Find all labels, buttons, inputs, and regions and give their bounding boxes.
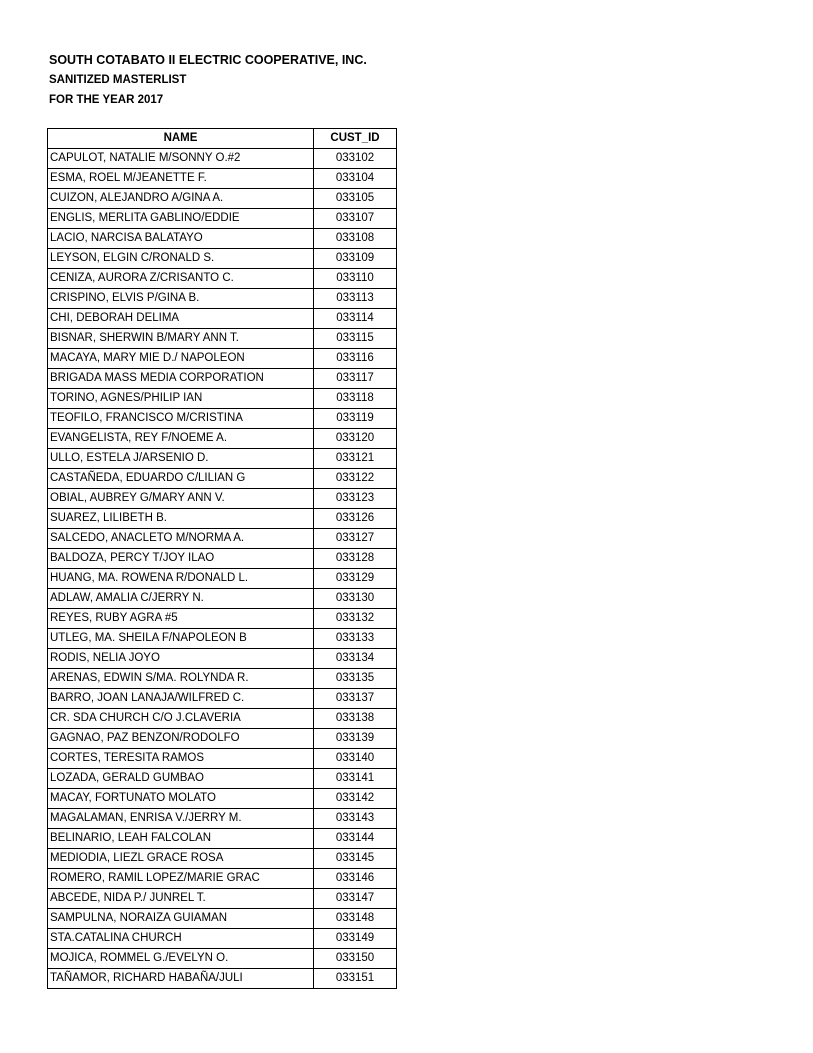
table-row: [48, 829, 397, 849]
customer-name-cell: ARENAS, EDWIN S/MA. ROLYNDA R.: [48, 669, 314, 689]
table-row: [48, 649, 397, 669]
customer-name-cell: MOJICA, ROMMEL G./EVELYN O.: [48, 949, 314, 969]
customer-id-cell: 033145: [314, 849, 397, 869]
table-row: [48, 929, 397, 949]
masterlist-table: [47, 128, 397, 989]
company-name: SOUTH COTABATO II ELECTRIC COOPERATIVE, INC.: [49, 53, 367, 67]
table-row: [48, 709, 397, 729]
customer-name-cell: ENGLIS, MERLITA GABLINO/EDDIE: [48, 209, 314, 229]
table-row: [48, 749, 397, 769]
customer-name-cell: RODIS, NELIA JOYO: [48, 649, 314, 669]
table-row: [48, 449, 397, 469]
customer-name-cell: ADLAW, AMALIA C/JERRY N.: [48, 589, 314, 609]
customer-id-cell: 033134: [314, 649, 397, 669]
customer-id-cell: 033133: [314, 629, 397, 649]
customer-id-cell: 033109: [314, 249, 397, 269]
customer-id-cell: 033141: [314, 769, 397, 789]
table-row: [48, 569, 397, 589]
customer-id-cell: 033137: [314, 689, 397, 709]
table-row: [48, 169, 397, 189]
customer-name-cell: LACIO, NARCISA BALATAYO: [48, 229, 314, 249]
table-row: [48, 389, 397, 409]
customer-id-cell: 033102: [314, 149, 397, 169]
customer-id-cell: 033113: [314, 289, 397, 309]
table-row: [48, 249, 397, 269]
customer-name-cell: MACAY, FORTUNATO MOLATO: [48, 789, 314, 809]
customer-name-cell: CENIZA, AURORA Z/CRISANTO C.: [48, 269, 314, 289]
table-row: [48, 209, 397, 229]
customer-name-cell: MEDIODIA, LIEZL GRACE ROSA: [48, 849, 314, 869]
customer-id-cell: 033107: [314, 209, 397, 229]
column-header-name: NAME: [48, 129, 314, 149]
customer-id-cell: 033115: [314, 329, 397, 349]
customer-id-cell: 033140: [314, 749, 397, 769]
customer-name-cell: ABCEDE, NIDA P./ JUNREL T.: [48, 889, 314, 909]
customer-id-cell: 033148: [314, 909, 397, 929]
customer-name-cell: UTLEG, MA. SHEILA F/NAPOLEON B: [48, 629, 314, 649]
customer-name-cell: CAPULOT, NATALIE M/SONNY O.#2: [48, 149, 314, 169]
customer-name-cell: LOZADA, GERALD GUMBAO: [48, 769, 314, 789]
table-row: [48, 309, 397, 329]
customer-id-cell: 033130: [314, 589, 397, 609]
customer-name-cell: SALCEDO, ANACLETO M/NORMA A.: [48, 529, 314, 549]
customer-name-cell: ROMERO, RAMIL LOPEZ/MARIE GRAC: [48, 869, 314, 889]
table-row: [48, 289, 397, 309]
document-period: FOR THE YEAR 2017: [49, 94, 164, 106]
customer-id-cell: 033104: [314, 169, 397, 189]
customer-id-cell: 033150: [314, 949, 397, 969]
table-row: [48, 669, 397, 689]
customer-id-cell: 033147: [314, 889, 397, 909]
customer-name-cell: BISNAR, SHERWIN B/MARY ANN T.: [48, 329, 314, 349]
column-header-cust-id: CUST_ID: [314, 129, 397, 149]
customer-id-cell: 033126: [314, 509, 397, 529]
customer-id-cell: 033122: [314, 469, 397, 489]
table-row: [48, 909, 397, 929]
table-row: [48, 429, 397, 449]
table-row: [48, 149, 397, 169]
table-row: [48, 769, 397, 789]
customer-id-cell: 033123: [314, 489, 397, 509]
customer-id-cell: 033132: [314, 609, 397, 629]
customer-id-cell: 033138: [314, 709, 397, 729]
table-row: [48, 849, 397, 869]
customer-name-cell: ULLO, ESTELA J/ARSENIO D.: [48, 449, 314, 469]
customer-name-cell: OBIAL, AUBREY G/MARY ANN V.: [48, 489, 314, 509]
customer-name-cell: TEOFILO, FRANCISCO M/CRISTINA: [48, 409, 314, 429]
table-row: [48, 369, 397, 389]
table-row: [48, 409, 397, 429]
customer-name-cell: TORINO, AGNES/PHILIP IAN: [48, 389, 314, 409]
customer-name-cell: BELINARIO, LEAH FALCOLAN: [48, 829, 314, 849]
customer-id-cell: 033127: [314, 529, 397, 549]
table-row: [48, 589, 397, 609]
customer-id-cell: 033146: [314, 869, 397, 889]
customer-name-cell: CASTAÑEDA, EDUARDO C/LILIAN G: [48, 469, 314, 489]
table-row: [48, 789, 397, 809]
table-row: [48, 329, 397, 349]
table-row: [48, 549, 397, 569]
customer-name-cell: EVANGELISTA, REY F/NOEME A.: [48, 429, 314, 449]
customer-name-cell: ESMA, ROEL M/JEANETTE F.: [48, 169, 314, 189]
customer-name-cell: SAMPULNA, NORAIZA GUIAMAN: [48, 909, 314, 929]
table-row: [48, 349, 397, 369]
table-row: [48, 949, 397, 969]
table-row: [48, 609, 397, 629]
customer-id-cell: 033135: [314, 669, 397, 689]
customer-id-cell: 033110: [314, 269, 397, 289]
customer-id-cell: 033139: [314, 729, 397, 749]
customer-id-cell: 033121: [314, 449, 397, 469]
customer-name-cell: CORTES, TERESITA RAMOS: [48, 749, 314, 769]
table-row: [48, 469, 397, 489]
customer-name-cell: MACAYA, MARY MIE D./ NAPOLEON: [48, 349, 314, 369]
customer-id-cell: 033151: [314, 969, 397, 989]
customer-id-cell: 033114: [314, 309, 397, 329]
customer-id-cell: 033108: [314, 229, 397, 249]
table-row: [48, 809, 397, 829]
customer-name-cell: HUANG, MA. ROWENA R/DONALD L.: [48, 569, 314, 589]
customer-name-cell: CUIZON, ALEJANDRO A/GINA A.: [48, 189, 314, 209]
customer-name-cell: TAÑAMOR, RICHARD HABAÑA/JULI: [48, 969, 314, 989]
customer-name-cell: BRIGADA MASS MEDIA CORPORATION: [48, 369, 314, 389]
table-row: [48, 529, 397, 549]
customer-id-cell: 033118: [314, 389, 397, 409]
table-row: [48, 269, 397, 289]
customer-id-cell: 033144: [314, 829, 397, 849]
table-row: [48, 229, 397, 249]
table-row: [48, 489, 397, 509]
table-row: [48, 689, 397, 709]
customer-id-cell: 033128: [314, 549, 397, 569]
customer-name-cell: CHI, DEBORAH DELIMA: [48, 309, 314, 329]
table-row: [48, 189, 397, 209]
customer-name-cell: CRISPINO, ELVIS P/GINA B.: [48, 289, 314, 309]
table-row: [48, 969, 397, 989]
table-header-row: [48, 129, 397, 149]
customer-id-cell: 033105: [314, 189, 397, 209]
customer-id-cell: 033142: [314, 789, 397, 809]
customer-name-cell: BARRO, JOAN LANAJA/WILFRED C.: [48, 689, 314, 709]
customer-name-cell: STA.CATALINA CHURCH: [48, 929, 314, 949]
table-row: [48, 869, 397, 889]
table-body: [48, 149, 397, 989]
customer-id-cell: 033120: [314, 429, 397, 449]
customer-id-cell: 033143: [314, 809, 397, 829]
customer-id-cell: 033117: [314, 369, 397, 389]
document-subtitle: SANITIZED MASTERLIST: [49, 74, 187, 86]
customer-id-cell: 033116: [314, 349, 397, 369]
table-row: [48, 629, 397, 649]
customer-name-cell: LEYSON, ELGIN C/RONALD S.: [48, 249, 314, 269]
customer-id-cell: 033149: [314, 929, 397, 949]
customer-name-cell: BALDOZA, PERCY T/JOY ILAO: [48, 549, 314, 569]
customer-name-cell: CR. SDA CHURCH C/O J.CLAVERIA: [48, 709, 314, 729]
table-row: [48, 729, 397, 749]
document-header: [49, 50, 367, 110]
customer-id-cell: 033129: [314, 569, 397, 589]
table-row: [48, 889, 397, 909]
table-row: [48, 509, 397, 529]
customer-id-cell: 033119: [314, 409, 397, 429]
customer-name-cell: GAGNAO, PAZ BENZON/RODOLFO: [48, 729, 314, 749]
customer-name-cell: REYES, RUBY AGRA #5: [48, 609, 314, 629]
customer-name-cell: SUAREZ, LILIBETH B.: [48, 509, 314, 529]
customer-name-cell: MAGALAMAN, ENRISA V./JERRY M.: [48, 809, 314, 829]
